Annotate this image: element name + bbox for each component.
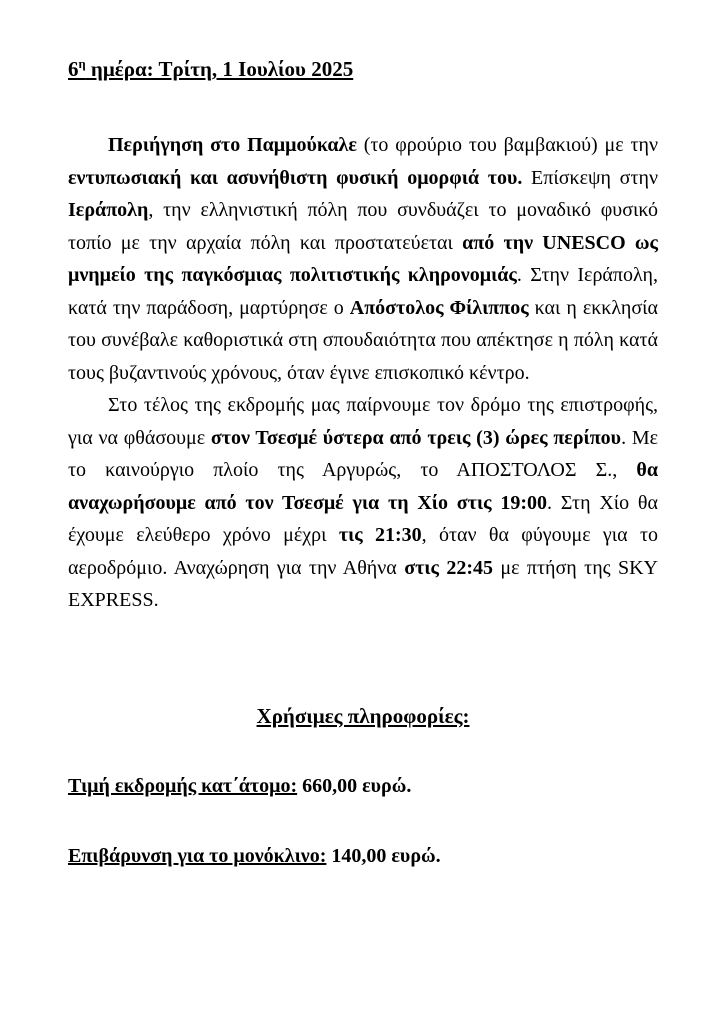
- text-run: Περιήγηση στο Παμμούκαλε: [108, 134, 357, 157]
- text-run: θα αναχωρήσουμε από τον Τσεσμέ για τη Χίο στις 19:00: [68, 459, 658, 514]
- text-run: στις 22:45: [404, 556, 493, 579]
- text-run: , όταν θα φύγουμε για το αεροδρόμιο. Αναχώρηση για την Αθήνα: [68, 524, 658, 579]
- text-run: (το φρούριο του βαμβακιού) με την: [356, 134, 658, 157]
- day-heading-rest: ημέρα: Τρίτη, 1 Ιουλίου 2025: [85, 57, 354, 81]
- text-run: και η εκκλησία του συνέβαλε καθοριστικά στη σπουδαιότητα που απέκτησε η πόλη κατά τους βυζαντινούς χρόνους, όταν έγινε επισκοπικό κέντρο.: [68, 296, 659, 384]
- day-heading: [68, 56, 658, 82]
- single-room-surcharge-label: Επιβάρυνση για το μονόκλινο:: [68, 845, 327, 867]
- text-run: . Στη Χίο θα έχουμε ελεύθερο χρόνο μέχρι: [68, 491, 658, 547]
- text-run: Στο τέλος της εκδρομής μας παίρνουμε τον δρόμο της επιστροφής, για να φθάσουμε: [68, 394, 658, 449]
- pamukkale-paragraph: [68, 129, 658, 389]
- text-run: εντυπωσιακή και ασυνήθιστη φυσική ομορφιά του.: [68, 166, 523, 189]
- day-ordinal-superscript: η: [78, 57, 86, 71]
- text-run: Ιεράπολη: [68, 199, 149, 222]
- price-per-person-line: [68, 773, 658, 799]
- text-run: Επίσκεψη στην: [522, 166, 658, 189]
- text-run: . Στην Ιεράπολη, κατά την παράδοση, μαρτύρησε ο: [68, 264, 658, 319]
- text-run: . Με το καινούργιο πλοίο της Αργυρώς, το ΑΠΟΣΤΟΛΟΣ Σ.,: [68, 426, 658, 482]
- day-heading-text: [68, 57, 353, 81]
- return-journey-paragraph: [68, 389, 658, 617]
- text-run: τις 21:30: [338, 524, 422, 547]
- single-room-surcharge-line: [68, 843, 658, 869]
- useful-info-heading: [68, 703, 658, 729]
- useful-info-heading-text: Χρήσιμες πληροφορίες:: [256, 703, 470, 728]
- text-run: Απόστολος Φίλιππος: [349, 296, 529, 319]
- price-per-person-label: Τιμή εκδρομής κατ΄άτομο:: [68, 775, 298, 797]
- text-run: , την ελληνιστική πόλη που συνδυάζει το μοναδικό φυσικό τοπίο με την αρχαία πόλη και προστατεύεται: [68, 199, 658, 254]
- day-number: 6: [68, 57, 79, 81]
- text-run: στον Τσεσμέ ύστερα από τρεις (3) ώρες περίπου: [210, 426, 622, 449]
- text-run: από την UNESCO ως μνημείο της παγκόσμιας πολιτιστικής κληρονομιάς: [68, 231, 658, 287]
- text-run: με πτήση της SKY EXPRESS.: [68, 556, 658, 612]
- single-room-surcharge-value: 140,00 ευρώ.: [326, 845, 441, 867]
- price-per-person-value: 660,00 ευρώ.: [297, 775, 412, 797]
